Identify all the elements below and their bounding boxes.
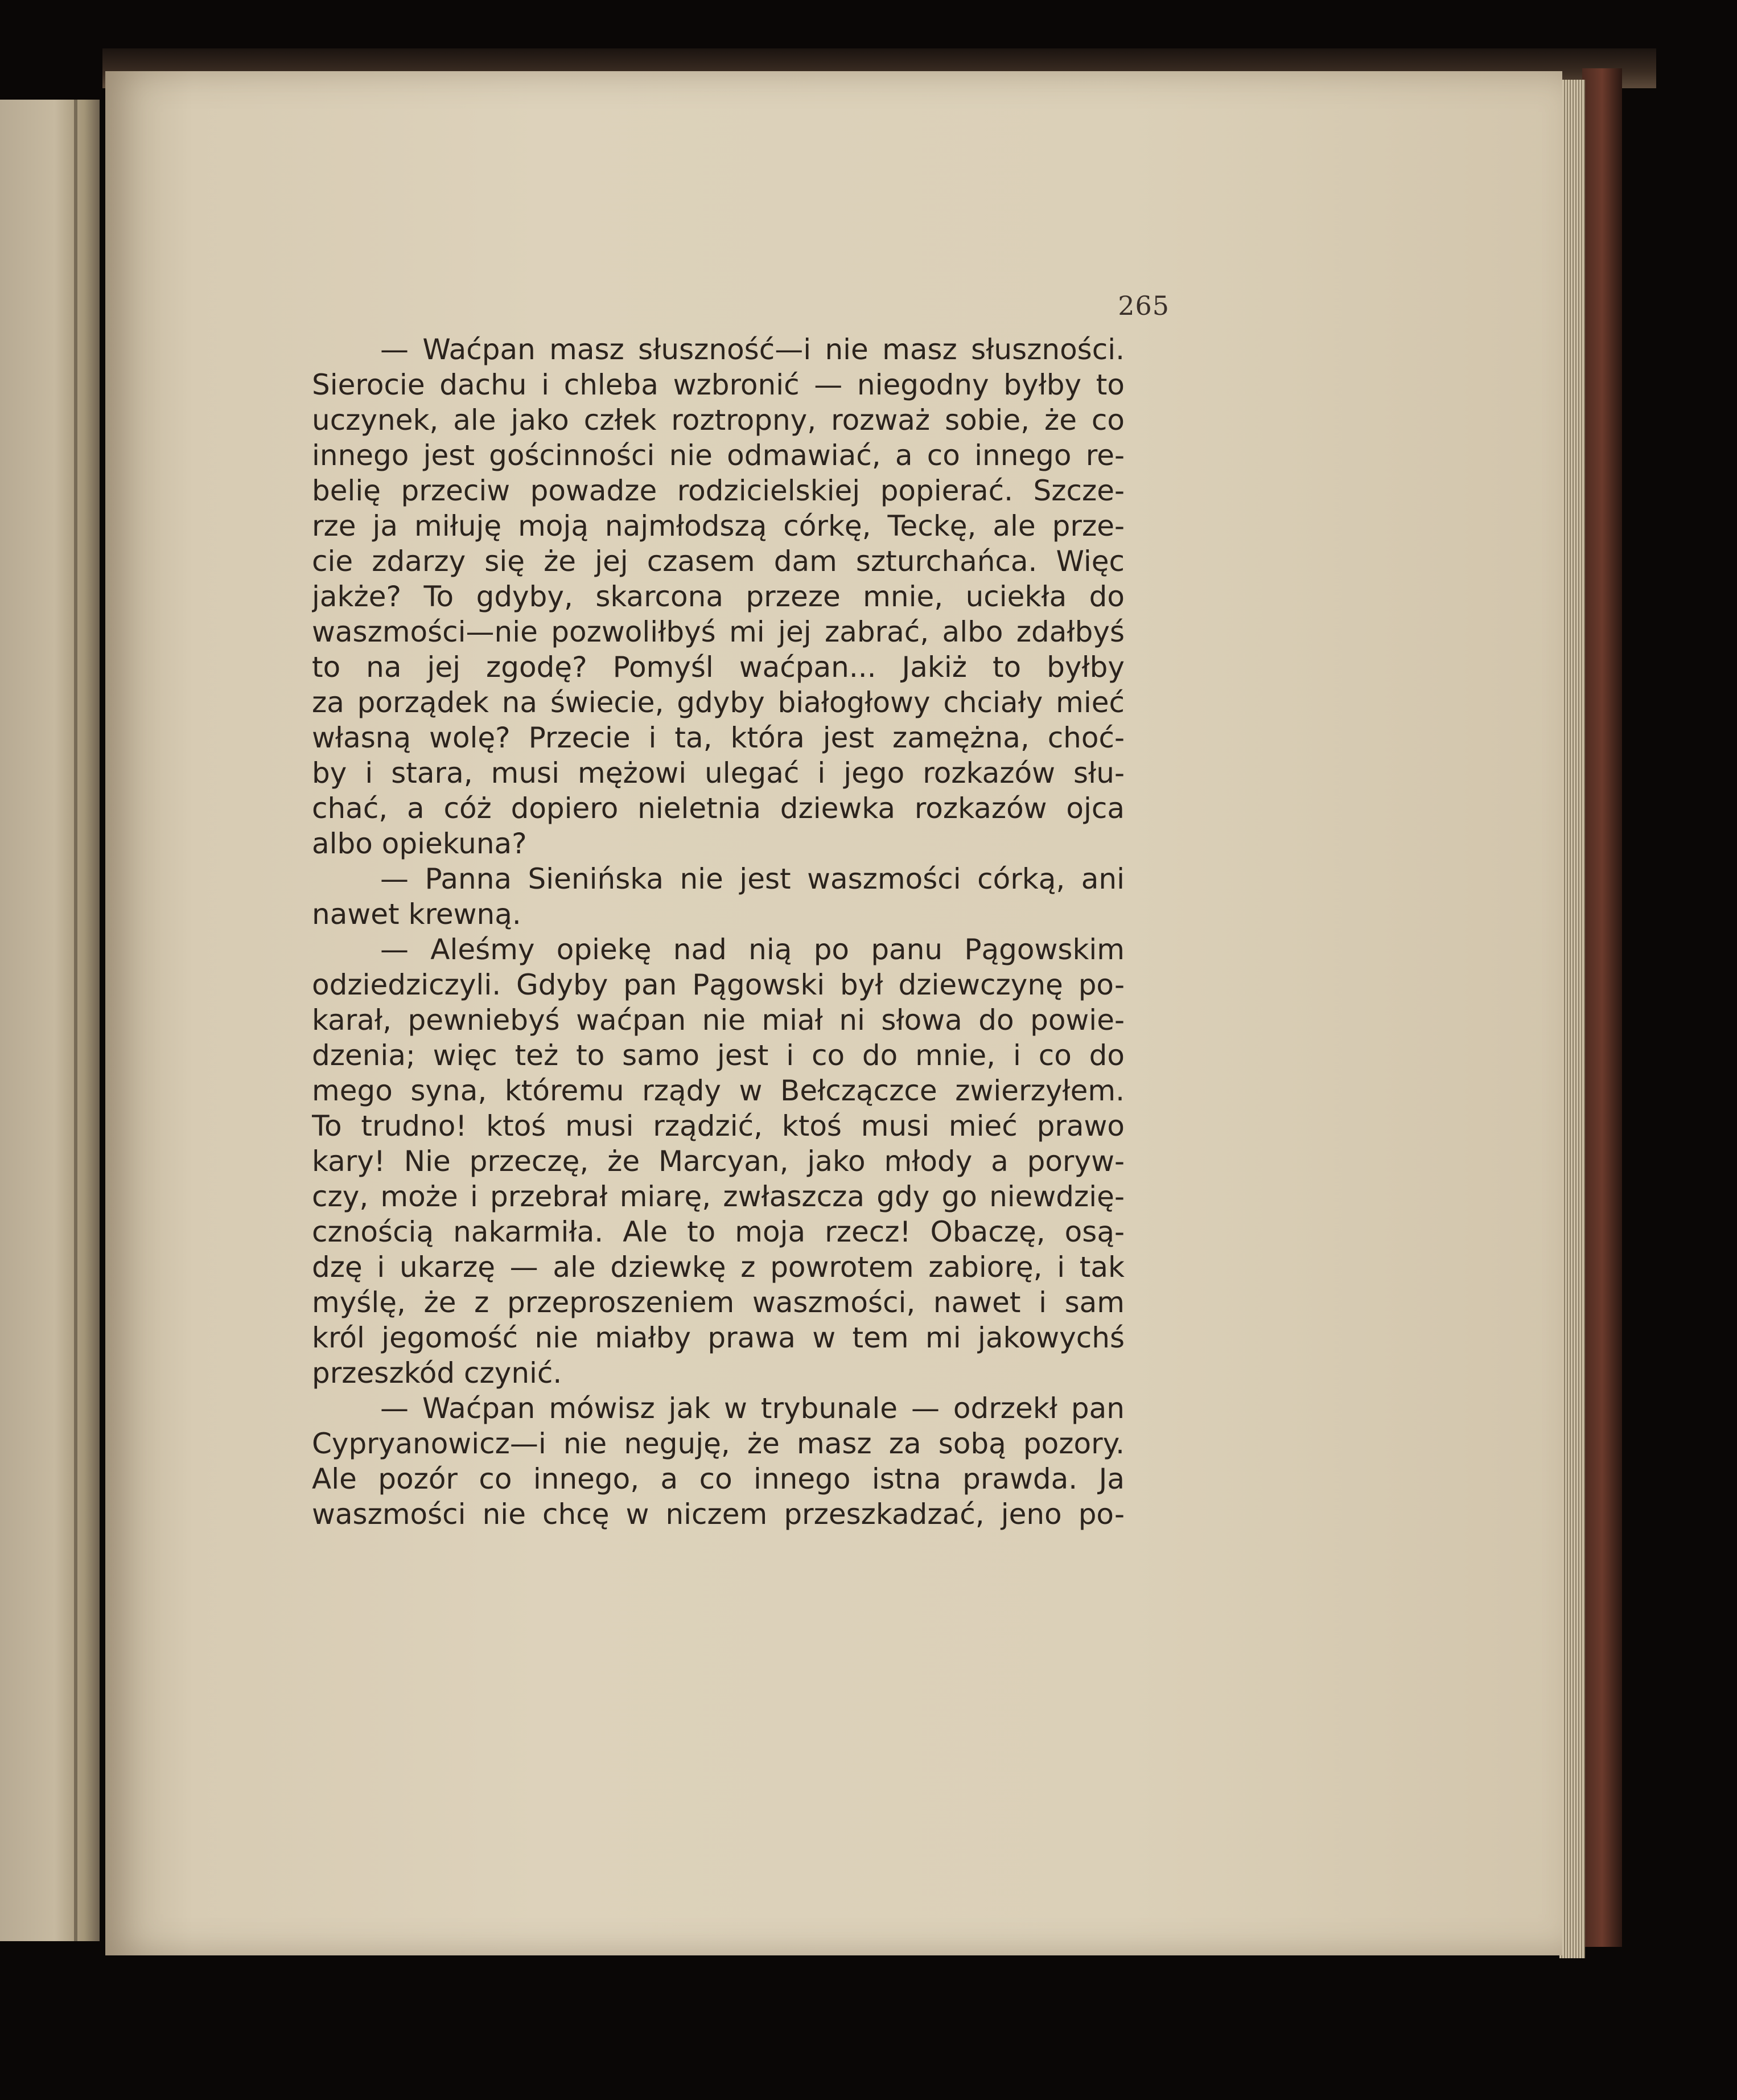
text-line: czy, może i przebrał miarę, zwłaszcza gdy go niewdzię- bbox=[312, 1180, 1125, 1213]
text-line: — Waćpan masz słuszność—i nie masz słuszności. bbox=[380, 333, 1125, 366]
text-line: nawet krewną. bbox=[312, 898, 521, 931]
text-line: Ale pozór co innego, a co innego istna prawda. Ja bbox=[312, 1462, 1125, 1495]
text-line: mego syna, któremu rządy w Bełczączce zwierzyłem. bbox=[312, 1074, 1125, 1107]
text-line: To trudno! ktoś musi rządzić, ktoś musi mieć prawo bbox=[312, 1109, 1125, 1143]
left-page-edge bbox=[0, 100, 100, 1941]
text-line: za porządek na świecie, gdyby białogłowy chciały mieć bbox=[312, 686, 1125, 719]
text-line: myślę, że z przeproszeniem waszmości, nawet i sam bbox=[312, 1286, 1125, 1319]
page-body-text bbox=[312, 332, 1125, 1532]
text-line: albo opiekuna? bbox=[312, 827, 527, 860]
text-line: cie zdarzy się że jej czasem dam szturchańca. Więc bbox=[312, 545, 1125, 578]
text-line: odziedziczyli. Gdyby pan Pągowski był dziewczynę po- bbox=[312, 968, 1125, 1001]
text-line: — Waćpan mówisz jak w trybunale — odrzekł pan bbox=[380, 1392, 1125, 1425]
text-line: uczynek, ale jako człek roztropny, rozważ sobie, że co bbox=[312, 404, 1125, 437]
text-line: własną wolę? Przecie i ta, która jest zamężna, choć- bbox=[312, 721, 1125, 754]
text-line: król jegomość nie miałby prawa w tem mi jakowychś bbox=[312, 1321, 1125, 1354]
text-line: Sierocie dachu i chleba wzbronić — niegodny byłby to bbox=[312, 368, 1125, 401]
text-line: waszmości nie chcę w niczem przeszkadzać, jeno po- bbox=[312, 1498, 1125, 1531]
text-line: przeszkód czynić. bbox=[312, 1357, 562, 1390]
text-line: dzenia; więc też to samo jest i co do mnie, i co do bbox=[312, 1039, 1125, 1072]
text-line: innego jest gościnności nie odmawiać, a co innego re- bbox=[312, 439, 1125, 472]
text-line: chać, a cóż dopiero nieletnia dziewka rozkazów ojca bbox=[312, 792, 1125, 825]
text-line: by i stara, musi mężowi ulegać i jego rozkazów słu- bbox=[312, 757, 1125, 790]
text-line: karał, pewniebyś waćpan nie miał ni słowa do powie- bbox=[312, 1004, 1125, 1037]
text-line: jakże? To gdyby, skarcona przeze mnie, uciekła do bbox=[312, 580, 1125, 613]
text-line: rze ja miłuję moją najmłodszą córkę, Teckę, ale prze- bbox=[312, 509, 1125, 543]
text-line: to na jej zgodę? Pomyśl waćpan... Jakiż to byłby bbox=[312, 651, 1125, 684]
text-line: cznością nakarmiła. Ale to moja rzecz! Obaczę, osą- bbox=[312, 1215, 1125, 1248]
text-line: belię przeciw powadze rodzicielskiej popierać. Szcze- bbox=[312, 474, 1125, 507]
text-line: Cypryanowicz—i nie neguję, że masz za sobą pozory. bbox=[312, 1427, 1125, 1460]
text-line: dzę i ukarzę — ale dziewkę z powrotem zabiorę, i tak bbox=[312, 1251, 1125, 1284]
page-stack-edge bbox=[1559, 80, 1585, 1958]
book-cover-right bbox=[1582, 68, 1622, 1947]
binding-gutter bbox=[74, 100, 77, 1941]
page-number: 265 bbox=[1118, 290, 1170, 321]
text-line: kary! Nie przeczę, że Marcyan, jako młody a poryw- bbox=[312, 1145, 1125, 1178]
text-line: — Panna Sienińska nie jest waszmości córką, ani bbox=[380, 862, 1125, 895]
text-line: waszmości—nie pozwoliłbyś mi jej zabrać, albo zdałbyś bbox=[312, 615, 1125, 648]
text-line: — Aleśmy opiekę nad nią po panu Pągowskim bbox=[380, 933, 1125, 966]
